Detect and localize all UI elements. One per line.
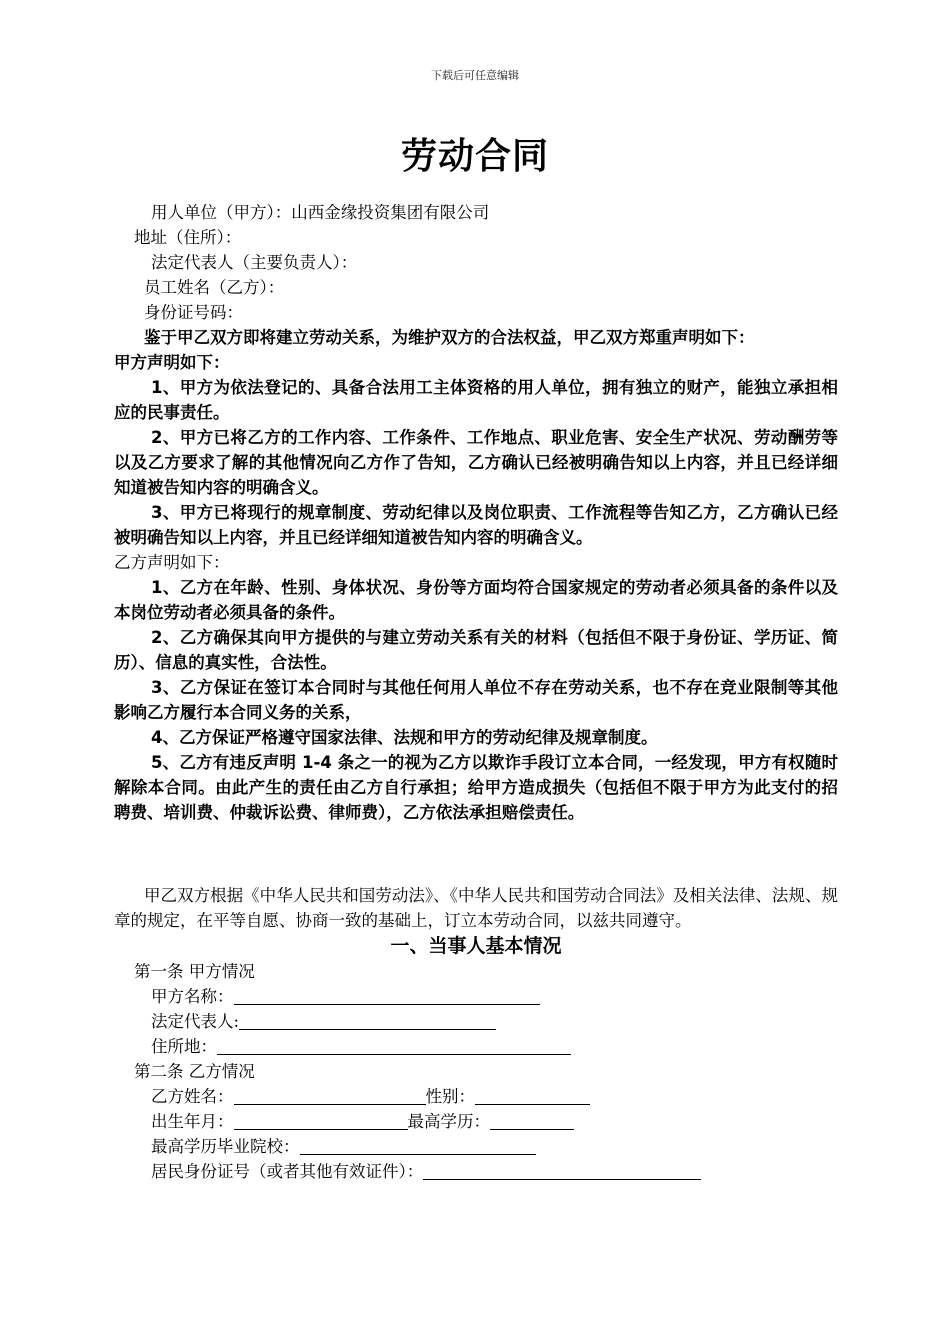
party-b-school-blank[interactable] (300, 1136, 536, 1155)
party-b-item-2: 2、乙方确保其向甲方提供的与建立劳动关系有关的材料（包括但不限于身份证、学历证、简历）、信息的真实性，合法性。 (114, 628, 838, 672)
party-b-item-3: 3、乙方保证在签订本合同时与其他任何用人单位不存在劳动关系，也不存在竞业限制等其他影响乙方履行本合同义务的关系， (114, 678, 838, 722)
party-b-birth-education-row (114, 1109, 838, 1134)
party-b-name-gender-row (114, 1084, 838, 1109)
party-a-address-blank[interactable] (217, 1036, 571, 1055)
declaration-intro: 鉴于甲乙双方即将建立劳动关系，为维护双方的合法权益，甲乙双方郑重声明如下： (144, 328, 755, 347)
party-a-name-field (114, 984, 838, 1009)
party-b-heading: 乙方声明如下： (114, 553, 230, 572)
party-a-name-label: 甲方名称： (151, 987, 234, 1006)
party-b-name-label: 乙方姓名： (151, 1087, 234, 1106)
party-b-school-label: 最高学历毕业院校： (151, 1137, 300, 1156)
party-a-item-1: 1、甲方为依法登记的、具备合法用工主体资格的用人单位，拥有独立的财产，能独立承担相应的民事责任。 (114, 378, 838, 422)
party-b-id-row (114, 1159, 838, 1184)
party-b-item-5: 5、乙方有违反声明 1-4 条之一的视为乙方以欺诈手段订立本合同，一经发现，甲方有权随时解除本合同。由此产生的责任由乙方自行承担；给甲方造成损失（包括但不限于甲方为此支付的招聘费、培训费、仲裁诉讼费、律师费），乙方依法承担赔偿责任。 (114, 753, 838, 822)
party-a-heading: 甲方声明如下： (114, 353, 230, 372)
party-b-education-label: 最高学历： (407, 1112, 490, 1131)
party-a-name-blank[interactable] (234, 986, 540, 1005)
document-title: 劳动合同 (400, 136, 549, 177)
article-one-heading: 第一条 甲方情况 (134, 962, 255, 981)
party-b-name-blank[interactable] (234, 1086, 426, 1105)
party-b-birth-blank[interactable] (234, 1111, 408, 1130)
party-a-legal-rep-field (114, 1009, 838, 1034)
party-a-address-label: 住所地： (151, 1037, 217, 1056)
party-a-item-2: 2、甲方已将乙方的工作内容、工作条件、工作地点、职业危害、安全生产状况、劳动酬劳等以及乙方要求了解的其他情况向乙方作了告知，乙方确认已经被明确告知以上内容，并且已经详细知道被告知内容的明确含义。 (114, 428, 838, 497)
party-b-id-blank[interactable] (423, 1161, 701, 1180)
party-a-legal-rep-blank[interactable] (239, 1011, 496, 1030)
header-note: 下载后可任意编辑 (431, 69, 519, 82)
address-line: 地址（住所）： (134, 228, 242, 247)
party-a-legal-rep-label: 法定代表人: (151, 1012, 240, 1031)
employer-line: 用人单位（甲方）：山西金缘投资集团有限公司 (151, 203, 490, 222)
legal-rep-line: 法定代表人（主要负责人）： (151, 253, 358, 272)
basis-paragraph: 甲乙双方根据《中华人民共和国劳动法》、《中华人民共和国劳动合同法》及相关法律、法规、规章的规定，在平等自愿、协商一致的基础上，订立本劳动合同，以兹共同遵守。 (114, 886, 838, 930)
party-a-item-3: 3、甲方已将现行的规章制度、劳动纪律以及岗位职责、工作流程等告知乙方，乙方确认已经被明确告知以上内容，并且已经详细知道被告知内容的明确含义。 (114, 503, 838, 547)
id-number-line: 身份证号码： (144, 303, 243, 322)
party-b-gender-blank[interactable] (475, 1086, 590, 1105)
article-two-heading: 第二条 乙方情况 (134, 1062, 255, 1081)
section-one-title: 一、当事人基本情况 (390, 935, 562, 957)
party-b-item-1: 1、乙方在年龄、性别、身体状况、身份等方面均符合国家规定的劳动者必须具备的条件以及本岗位劳动者必须具备的条件。 (114, 578, 838, 622)
party-b-birth-label: 出生年月： (151, 1112, 234, 1131)
party-b-item-4: 4、乙方保证严格遵守国家法律、法规和甲方的劳动纪律及规章制度。 (151, 728, 658, 747)
party-b-id-label: 居民身份证号（或者其他有效证件）： (151, 1162, 424, 1181)
party-b-gender-label: 性别： (425, 1087, 475, 1106)
party-a-address-field (114, 1034, 838, 1059)
party-b-education-blank[interactable] (490, 1111, 574, 1130)
spacer (114, 825, 838, 883)
contract-body (114, 200, 838, 1184)
party-b-school-row (114, 1134, 838, 1159)
employee-name-line: 员工姓名（乙方）： (144, 278, 285, 297)
